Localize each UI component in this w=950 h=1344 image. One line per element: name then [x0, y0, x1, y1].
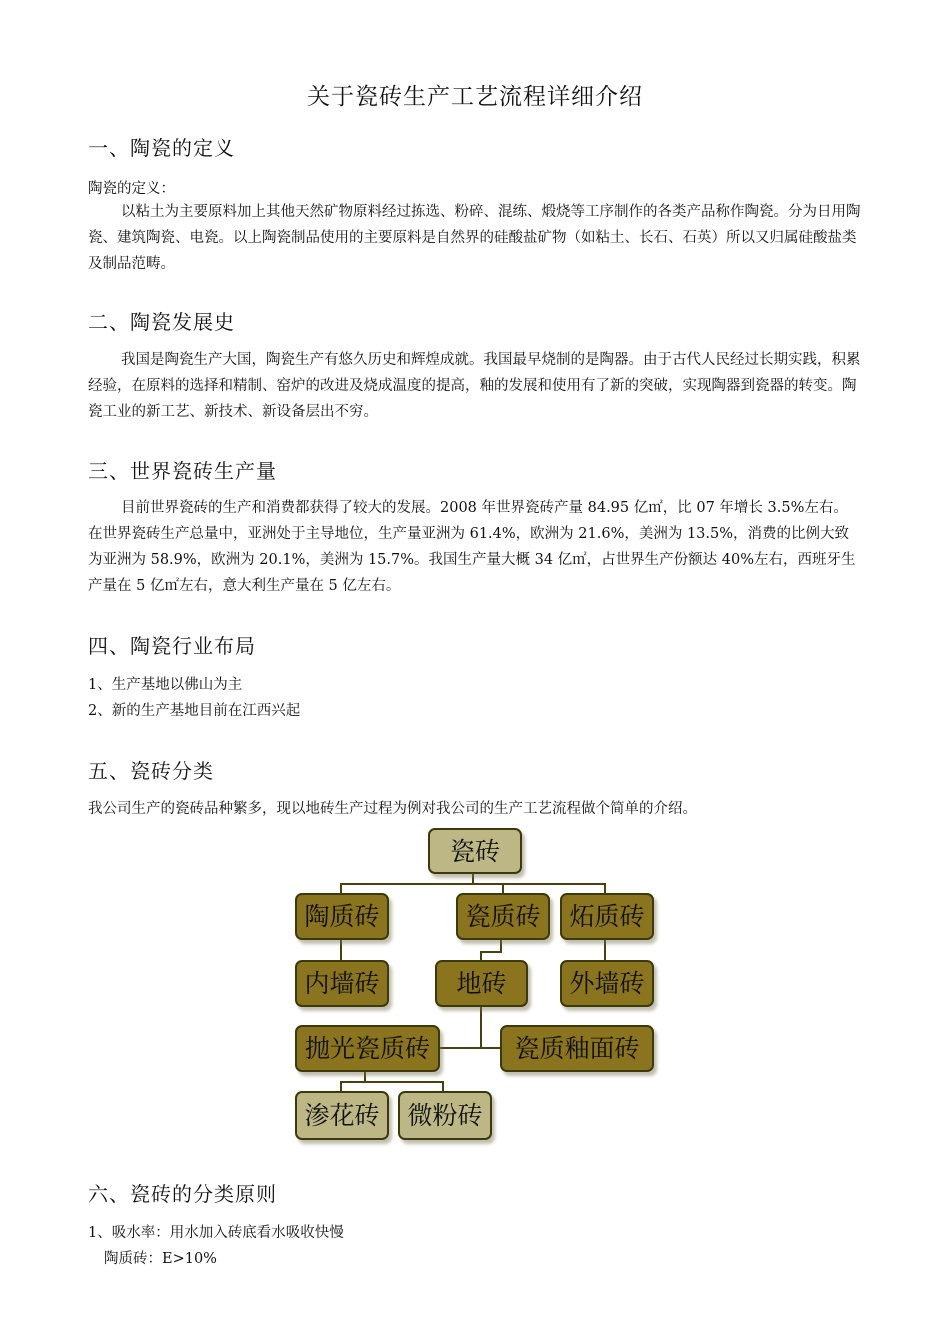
connector-line: [502, 883, 504, 893]
principle-item: 1、吸水率：用水加入砖底看水吸收快慢: [88, 1225, 344, 1241]
connector-line: [604, 883, 606, 893]
principle-item: 陶质砖：E>10%: [104, 1251, 217, 1267]
diagram-node-pottery-tile: 陶质砖: [295, 893, 389, 940]
history-paragraph: 我国是陶瓷生产大国，陶瓷生产有悠久历史和辉煌成就。我国最早烧制的是陶器。由于古代人民经过长期实践，积累经验，在原料的选择和精制、窑炉的改进及烧成温度的提高，釉的发展和使用有了新的突破，实现陶器到瓷器的转变。陶瓷工业的新工艺、新技术、新设备层出不穷。: [88, 352, 861, 420]
connector-line: [500, 938, 502, 952]
diagram-node-exterior-wall-tile: 外墙砖: [560, 960, 654, 1007]
section-heading-classification-principles: 六、瓷砖的分类原则: [88, 1182, 277, 1206]
diagram-node-porcelain-tile: 瓷质砖: [456, 893, 550, 940]
connector-line: [604, 938, 606, 960]
connector-line: [340, 1081, 444, 1083]
connector-line: [340, 883, 342, 893]
diagram-node-floor-tile: 地砖: [435, 960, 528, 1007]
definition-paragraph: 以粘土为主要原料加上其他天然矿物原料经过拣选、粉碎、混练、煅烧等工序制作的各类产品称作陶瓷。分为日用陶瓷、建筑陶瓷、电瓷。以上陶瓷制品使用的主要原料是自然界的硅酸盐矿物（如粘土、长石、石英）所以又归属硅酸盐类及制品范畴。: [88, 204, 861, 272]
definition-label: 陶瓷的定义：: [88, 181, 175, 197]
page-title: 关于瓷砖生产工艺流程详细介绍: [307, 84, 643, 110]
diagram-node-tile: 瓷砖: [428, 828, 522, 874]
connector-line: [340, 883, 606, 885]
section-heading-classification: 五、瓷砖分类: [88, 759, 214, 783]
connector-line: [436, 1047, 502, 1049]
connector-line: [442, 1081, 444, 1091]
section-heading-world-production: 三、世界瓷砖生产量: [88, 459, 277, 483]
layout-item: 1、生产基地以佛山为主: [88, 677, 243, 693]
section-heading-history: 二、陶瓷发展史: [88, 310, 235, 334]
diagram-node-infiltration-tile: 渗花砖: [295, 1091, 389, 1140]
diagram-node-polished-porcelain-tile: 抛光瓷质砖: [295, 1025, 440, 1072]
connector-line: [340, 1081, 342, 1091]
classification-intro: 我公司生产的瓷砖品种繁多，现以地砖生产过程为例对我公司的生产工艺流程做个简单的介绍。: [88, 801, 697, 817]
diagram-node-stoneware-tile: 炻质砖: [560, 893, 654, 940]
connector-line: [340, 938, 342, 960]
diagram-node-micro-powder-tile: 微粉砖: [398, 1091, 492, 1140]
connector-line: [480, 1004, 482, 1049]
diagram-node-interior-wall-tile: 内墙砖: [295, 960, 389, 1007]
layout-item: 2、新的生产基地目前在江西兴起: [88, 703, 301, 719]
diagram-node-glazed-porcelain-tile: 瓷质釉面砖: [500, 1025, 654, 1072]
section-heading-definition: 一、陶瓷的定义: [88, 136, 235, 160]
section-heading-industry-layout: 四、陶瓷行业布局: [88, 634, 256, 658]
connector-line: [480, 951, 502, 953]
world-production-paragraph: 目前世界瓷砖的生产和消费都获得了较大的发展。2008 年世界瓷砖产量 84.95 亿㎡，比 07 年增长 3.5%左右。在世界瓷砖生产总量中，亚洲处于主导地位，生产量亚洲为 61.4%，欧洲为 21.6%，美洲为 13.5%，消费的比例大致为亚洲为 58.9%，欧洲为 20.1%，美洲为 15.7%。我国生产量大概 34 亿㎡，占世界生产份额达 40%左右，西班牙生产量在 5 亿㎡左右，意大利生产量在 5 亿左右。: [88, 500, 856, 594]
